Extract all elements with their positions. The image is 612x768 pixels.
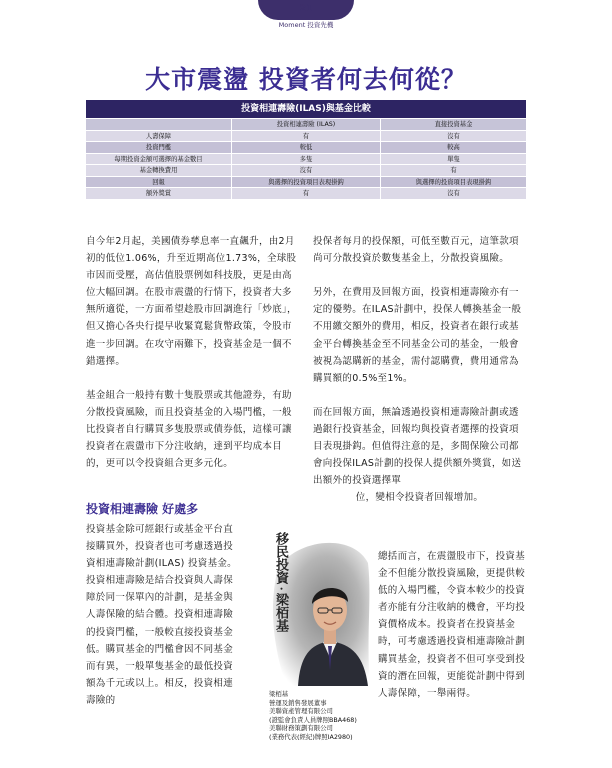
table-cell: 沒有: [380, 188, 526, 199]
paragraph: 投保者每月的投保額，可低至數百元，這筆款項尚可分散投資於數隻基金上，分散投資風險。: [313, 236, 519, 265]
column-name-bottom: 梁栢基: [273, 593, 288, 632]
table-cell: 有: [231, 131, 380, 142]
table-row: [86, 130, 526, 142]
bio-line: 營運及銷售發展董事: [269, 698, 327, 707]
table-cell: 較高: [380, 142, 526, 153]
table-title: 投資相連壽險(ILAS)與基金比較: [86, 100, 526, 118]
table-cell: 沒有: [231, 165, 380, 176]
table-header-cell: 投資相連壽險 (ILAS): [231, 119, 380, 130]
table-row: [86, 153, 526, 165]
author-bio: [269, 690, 375, 742]
table-cell: 基金轉換費用: [139, 167, 178, 174]
table-cell: 較低: [231, 142, 380, 153]
article-headline: 大市震盪 投資者何去何從？: [145, 65, 467, 94]
table-cell: 人壽保障: [145, 132, 172, 140]
paragraph-continuation: 位，變相令投資者回報增加。: [355, 492, 484, 504]
paragraph: 總括而言，在震盪股市下，投資基金不但能分散投資風險，更提供較低的入場門檻，令資本較少的投資者亦能有分注收納的機會，平均投資價格成本。投資者在投資基金時，可考慮透過投資相連壽險計劃購買基金，投資者不但可享受到投資的潛在回報，更能從計劃中得到人壽保障，一舉兩得。: [378, 551, 526, 699]
section-tag: Moment 投資先機: [278, 21, 334, 29]
column-name-top: 移民投資: [273, 532, 288, 584]
paragraph: 自今年2月起，美國債券孳息率一直飆升，由2月初的低位1.06%，升至近期高位1.73%，全球股市因而受壓，高估值股票例如科技股，更是由高位大幅回調。在股市震盪的行情下，投資者大多無所適從，一方面希望趁股市回調進行「炒底」，但又擔心各央行提早收緊寬鬆貨幣政策，令股市進一步回調。在攻守兩難下，投資基金是一個不錯選擇。: [86, 236, 297, 367]
left-column-narrow-text: [86, 521, 242, 726]
separator-dot: ・: [275, 584, 285, 593]
paragraph: 基金組合一般持有數十隻股票或其他證券，有助分散投資風險，而且投資基金的入場門檻，一般比投資者自行購買多隻股票或債券低，這樣可讓投資者在震盪市下分注收納，達到平均成本目的，更可以令投資組合更多元化。: [86, 389, 292, 470]
bio-line: 梁栢基: [269, 690, 289, 698]
table-cell: 每期投資金額可選擇的基金數目: [114, 155, 203, 163]
bio-line: 美聯財務策劃有限公司: [269, 724, 333, 733]
left-column-text: [86, 233, 299, 489]
section-subheading: 投資相連壽險 好處多: [86, 502, 199, 516]
table-header-cell: 直接投資基金: [380, 119, 526, 130]
bio-line: (證監會負責人員牌照BBA468): [269, 715, 357, 724]
table-cell: 多隻: [231, 154, 380, 165]
comparison-table: [86, 100, 526, 199]
right-column-text: [313, 233, 526, 507]
table-cell: 投資門檻: [145, 144, 172, 151]
table-row: [86, 187, 526, 199]
table-header-cell: [86, 119, 231, 130]
paragraph: 而在回報方面，無論透過投資相連壽險計劃或透過銀行投資基金，回報均與投資者選擇的投資項目表現掛鈎。但值得注意的是，多間保險公司都會向投保ILAS計劃的投保人提供額外獎賞，如送出額外的投資選擇單: [313, 406, 522, 487]
right-column-narrow-text: [378, 548, 526, 719]
table-cell: 與選擇的投資項目表現掛鈎: [231, 177, 380, 188]
table-row: [86, 141, 526, 153]
table-cell: 沒有: [380, 131, 526, 142]
table-cell: 與選擇的投資項目表現掛鈎: [380, 177, 526, 188]
column-name-vertical: [273, 532, 287, 632]
table-row: [86, 176, 526, 188]
table-header-row: [86, 118, 526, 130]
paragraph: 投資基金除可經銀行或基金平台直接購買外，投資者也可考慮透過投資相連壽險計劃(ILAS) 投資基金。投資相連壽險是結合投資與人壽保障於同一保單內的計劃，是基金與人壽保險的結合體。投資相連壽險的投資門檻，一般較直接投資基金低。購買基金的門檻會因不同基金而有異，一般單隻基金的最低投資額為千元或以上。相反，投資相連壽險的: [86, 524, 237, 706]
paragraph: 另外，在費用及回報方面，投資相連壽險亦有一定的優勢。在ILAS計劃中，投保人轉換基金一般不用繳交額外的費用，相反，投資者在銀行或基金平台轉換基金至不同基金公司的基金，一般會被視為認購新的基金，需付認購費，費用通常為購買額的0.5%至1%。: [313, 287, 522, 384]
table-cell: 有: [380, 165, 526, 176]
table-cell: 額外獎賞: [145, 190, 172, 197]
page-number: 21: [299, 4, 313, 14]
table-cell: 有: [231, 188, 380, 199]
table-cell: 回報: [152, 178, 165, 186]
bio-line: (業務代表(經紀)牌照IA2980): [269, 732, 353, 741]
table-row: [86, 164, 526, 176]
bio-line: 美聯資產管理有限公司: [269, 707, 333, 716]
table-cell: 單隻: [380, 154, 526, 165]
